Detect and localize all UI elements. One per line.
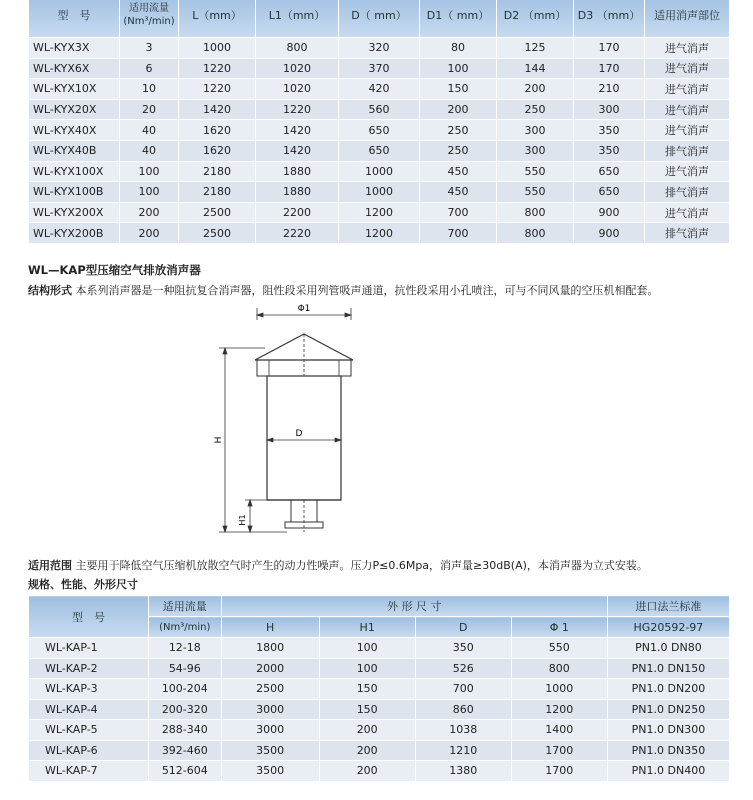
spec-title: 规格、性能、外形尺寸	[28, 578, 138, 591]
table-cell: PN1.0 DN80	[607, 638, 729, 659]
table-cell: 1380	[415, 761, 511, 782]
table-cell: 1880	[256, 161, 339, 182]
table-cell: 3000	[221, 720, 319, 741]
table-cell: 250	[420, 120, 497, 141]
table-cell: 2000	[221, 658, 319, 679]
table-cell: 420	[339, 79, 420, 100]
header-flange: 进口法兰标准	[607, 596, 729, 617]
table-cell: 150	[319, 699, 415, 720]
table-cell: 200	[319, 740, 415, 761]
table-cell: 170	[574, 58, 645, 79]
table-cell: 700	[420, 223, 497, 244]
table-cell: 350	[574, 140, 645, 161]
table-cell: WL-KYX10X	[29, 79, 120, 100]
table-cell: 100	[120, 161, 179, 182]
table-cell: 526	[415, 658, 511, 679]
table-row	[29, 120, 730, 141]
table-cell: WL-KYX20X	[29, 99, 120, 120]
table-cell: 3500	[221, 740, 319, 761]
table-row	[29, 202, 730, 223]
table-cell: 288-340	[148, 720, 221, 741]
table-cell: 2500	[179, 202, 256, 223]
table-cell: 150	[319, 679, 415, 700]
header-model: 型 号	[29, 0, 120, 38]
table-cell: 200	[120, 223, 179, 244]
table-cell: 900	[574, 223, 645, 244]
table-row	[29, 658, 730, 679]
table-cell: 1020	[256, 58, 339, 79]
usage-paragraph	[28, 557, 648, 573]
table-cell: 125	[497, 38, 574, 59]
table-cell: 200	[120, 202, 179, 223]
table-cell: 700	[420, 202, 497, 223]
table-cell: 100-204	[148, 679, 221, 700]
table-cell: 进气消声	[645, 161, 730, 182]
table-cell: 860	[415, 699, 511, 720]
table-cell: 700	[415, 679, 511, 700]
table-cell: 1000	[339, 182, 420, 203]
table-cell: 650	[574, 182, 645, 203]
table-cell: 2500	[221, 679, 319, 700]
table-cell: 1020	[256, 79, 339, 100]
table-cell: 3500	[221, 761, 319, 782]
table-cell: WL-KAP-1	[29, 638, 149, 659]
usage-text: 主要用于降低空气压缩机放散空气时产生的动力性噪声。压力P≤0.6Mpa，消声量≥30dB(A)，本消声器为立式安装。	[72, 559, 648, 572]
d-label: D	[295, 429, 303, 439]
header-phi1: Φ 1	[511, 617, 607, 638]
table-cell: 100	[420, 58, 497, 79]
table-cell: 200	[319, 720, 415, 741]
table-cell: 12-18	[148, 638, 221, 659]
table-cell: PN1.0 DN150	[607, 658, 729, 679]
table-cell: 210	[574, 79, 645, 100]
table-cell: 1800	[221, 638, 319, 659]
table-cell: 100	[319, 638, 415, 659]
table-header-row	[29, 0, 730, 38]
table-cell: WL-KYX200X	[29, 202, 120, 223]
table-cell: 650	[339, 120, 420, 141]
header-d3: D3 （mm）	[574, 0, 645, 38]
table-cell: 370	[339, 58, 420, 79]
table-row	[29, 679, 730, 700]
table-cell: 40	[120, 120, 179, 141]
table-cell: 800	[497, 223, 574, 244]
table-cell: 200	[319, 761, 415, 782]
table-cell: 1620	[179, 140, 256, 161]
table-cell: WL-KYX6X	[29, 58, 120, 79]
table-cell: 进气消声	[645, 120, 730, 141]
table-cell: WL-KAP-5	[29, 720, 149, 741]
header-l: L（mm）	[179, 0, 256, 38]
table-cell: 250	[420, 140, 497, 161]
table-row	[29, 740, 730, 761]
table-cell: 进气消声	[645, 202, 730, 223]
table-cell: 2200	[256, 202, 339, 223]
table-cell: 2180	[179, 161, 256, 182]
table-cell: WL-KAP-4	[29, 699, 149, 720]
table-cell: 1400	[511, 720, 607, 741]
header-d1: D1（ mm）	[420, 0, 497, 38]
table-cell: 300	[497, 120, 574, 141]
table-cell: 进气消声	[645, 79, 730, 100]
header-d: D（ mm）	[339, 0, 420, 38]
table-cell: 550	[497, 161, 574, 182]
table-cell: 1210	[415, 740, 511, 761]
table-cell: 1000	[511, 679, 607, 700]
table-cell: 100	[120, 182, 179, 203]
header-d: D	[415, 617, 511, 638]
table-cell: 进气消声	[645, 58, 730, 79]
table-cell: 1000	[339, 161, 420, 182]
section-title: WL—KAP型压缩空气排放消声器	[28, 263, 201, 277]
h-label: H	[214, 436, 224, 444]
header-flange-std: HG20592-97	[607, 617, 729, 638]
table-cell: 320	[339, 38, 420, 59]
structure-label: 结构形式	[28, 284, 72, 297]
table-cell: WL-KYX200B	[29, 223, 120, 244]
table-cell: 1700	[511, 740, 607, 761]
table-cell: PN1.0 DN250	[607, 699, 729, 720]
table-cell: 300	[574, 99, 645, 120]
table-cell: PN1.0 DN350	[607, 740, 729, 761]
table-cell: 2500	[179, 223, 256, 244]
header-flow: 适用流量 (Nm³/min)	[120, 0, 179, 38]
table-cell: 排气消声	[645, 140, 730, 161]
table-row	[29, 699, 730, 720]
table-row	[29, 223, 730, 244]
table-cell: 10	[120, 79, 179, 100]
table-cell: 450	[420, 182, 497, 203]
table-cell: 40	[120, 140, 179, 161]
header-flow-unit: (Nm³/min)	[148, 617, 221, 638]
table-cell: 1420	[179, 99, 256, 120]
table-cell: 2220	[256, 223, 339, 244]
header-d2: D2 （mm）	[497, 0, 574, 38]
table-cell: 1000	[179, 38, 256, 59]
table-row	[29, 161, 730, 182]
table-cell: 560	[339, 99, 420, 120]
table-header-row	[29, 596, 730, 617]
table-cell: 512-604	[148, 761, 221, 782]
silencer-spec-table-kap	[28, 595, 730, 782]
table-cell: WL-KAP-6	[29, 740, 149, 761]
table-cell: 144	[497, 58, 574, 79]
table-cell: 350	[415, 638, 511, 659]
table-cell: 200	[420, 99, 497, 120]
header-l1: L1（mm）	[256, 0, 339, 38]
table-cell: 6	[120, 58, 179, 79]
table-cell: 80	[420, 38, 497, 59]
table-row	[29, 38, 730, 59]
table-cell: WL-KYX3X	[29, 38, 120, 59]
h1-label: H1	[238, 514, 247, 526]
table-cell: 1420	[256, 120, 339, 141]
table-cell: PN1.0 DN200	[607, 679, 729, 700]
header-dimensions: 外 形 尺 寸	[221, 596, 607, 617]
table-cell: WL-KYX40X	[29, 120, 120, 141]
table-cell: 3	[120, 38, 179, 59]
phi1-label: Φ1	[297, 304, 311, 314]
table-cell: 1220	[179, 58, 256, 79]
table-row	[29, 761, 730, 782]
table-row	[29, 720, 730, 741]
table-row	[29, 99, 730, 120]
table-cell: WL-KAP-7	[29, 761, 149, 782]
table-cell: 350	[574, 120, 645, 141]
table-cell: 800	[497, 202, 574, 223]
table-cell: 排气消声	[645, 223, 730, 244]
table-cell: 250	[497, 99, 574, 120]
table-cell: 170	[574, 38, 645, 59]
table-cell: 进气消声	[645, 38, 730, 59]
table-cell: 1200	[339, 202, 420, 223]
header-h: H	[221, 617, 319, 638]
header-h1: H1	[319, 617, 415, 638]
table-cell: PN1.0 DN400	[607, 761, 729, 782]
table-row	[29, 638, 730, 659]
structure-text: 本系列消声器是一种阻抗复合消声器，阻性段采用列管吸声通道，抗性段采用小孔喷注，可与不同风量的空压机相配套。	[72, 284, 659, 297]
table-cell: 200	[497, 79, 574, 100]
header-position: 适用消声部位	[645, 0, 730, 38]
table-cell: 1420	[256, 140, 339, 161]
table-row	[29, 140, 730, 161]
table-cell: 392-460	[148, 740, 221, 761]
table-cell: WL-KYX100X	[29, 161, 120, 182]
table-cell: 进气消声	[645, 99, 730, 120]
usage-label: 适用范围	[28, 559, 72, 572]
table-cell: 100	[319, 658, 415, 679]
table-cell: WL-KYX40B	[29, 140, 120, 161]
table-row	[29, 58, 730, 79]
table-cell: 1220	[179, 79, 256, 100]
table-cell: 54-96	[148, 658, 221, 679]
table-cell: WL-KYX100B	[29, 182, 120, 203]
structure-paragraph	[28, 282, 659, 298]
table-cell: WL-KAP-3	[29, 679, 149, 700]
table-cell: 1220	[256, 99, 339, 120]
table-cell: 650	[339, 140, 420, 161]
table-cell: 550	[511, 638, 607, 659]
table-cell: 1880	[256, 182, 339, 203]
table-cell: 1200	[339, 223, 420, 244]
table-cell: 1200	[511, 699, 607, 720]
silencer-spec-table-kyx	[28, 0, 730, 244]
table-cell: 550	[497, 182, 574, 203]
table-cell: 1700	[511, 761, 607, 782]
table-cell: 1038	[415, 720, 511, 741]
silencer-diagram	[205, 300, 365, 545]
table-cell: 650	[574, 161, 645, 182]
table-cell: 900	[574, 202, 645, 223]
table-cell: 2180	[179, 182, 256, 203]
header-model: 型 号	[29, 596, 149, 638]
table-row	[29, 79, 730, 100]
table-cell: 300	[497, 140, 574, 161]
header-flow: 适用流量	[148, 596, 221, 617]
table-cell: 450	[420, 161, 497, 182]
table-cell: 1620	[179, 120, 256, 141]
table-cell: PN1.0 DN300	[607, 720, 729, 741]
table-cell: 20	[120, 99, 179, 120]
table-cell: 150	[420, 79, 497, 100]
table-cell: 200-320	[148, 699, 221, 720]
table-cell: 800	[256, 38, 339, 59]
table-cell: 800	[511, 658, 607, 679]
table-row	[29, 182, 730, 203]
table-cell: 3000	[221, 699, 319, 720]
table-cell: 排气消声	[645, 182, 730, 203]
table-cell: WL-KAP-2	[29, 658, 149, 679]
